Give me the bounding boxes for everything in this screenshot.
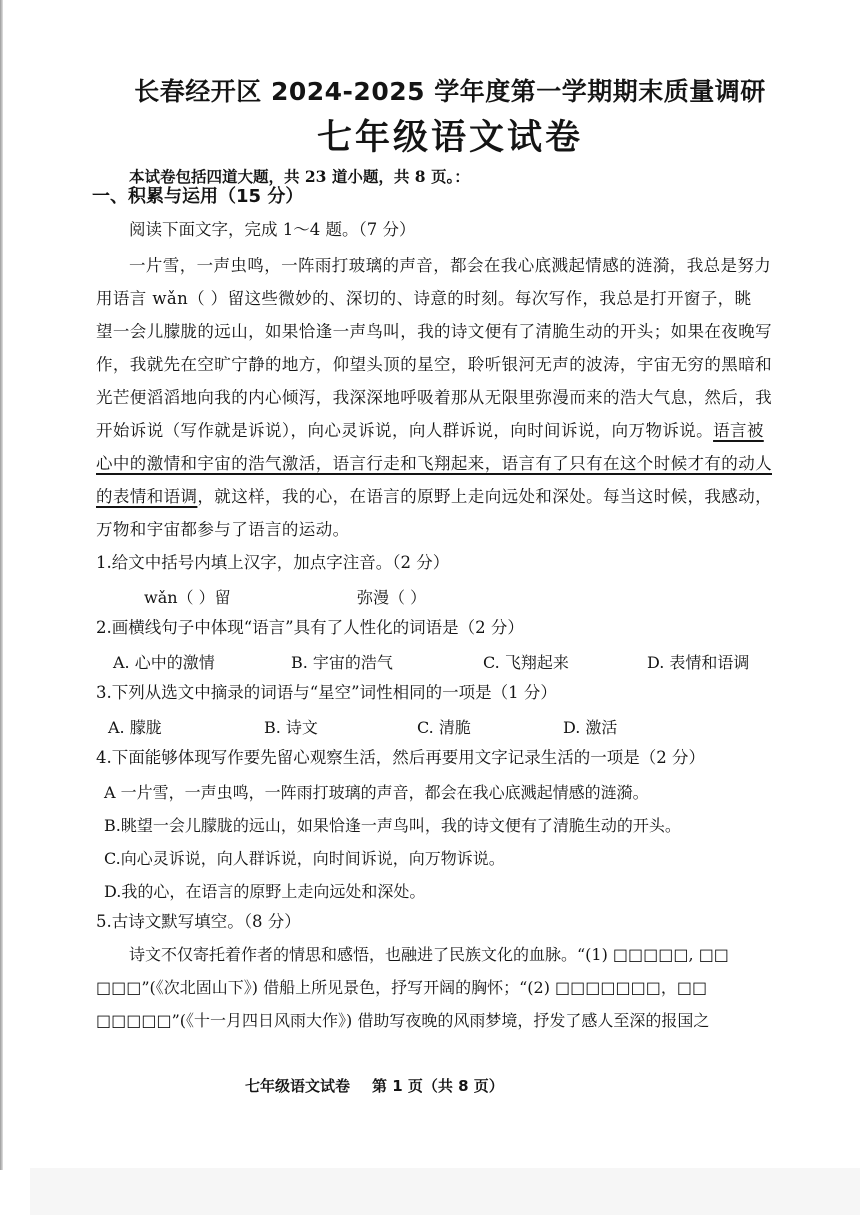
passage-text: ，就这样，我的心，在语言的原野上走向远处和深处。每当这时候，我感动， [197, 487, 773, 506]
question-3-option-b: B. 诗文 [264, 718, 318, 737]
question-1-part-b: 弥漫（ ） [357, 588, 427, 607]
question-5-line: □□□”(《次北固山下》) 借船上所见景色，抒写开阔的胸怀；“(2) □□□□□□□，□□ [96, 978, 708, 997]
section-instruction: 阅读下面文字，完成 1～4 题。（7 分） [129, 220, 416, 239]
passage-line: 光芒便滔滔地向我的内心倾泻，我深深地呼吸着那从无限里弥漫而来的浩大气息，然后，我 [96, 388, 772, 407]
passage-line: 用语言 wǎn（ ）留这些微妙的、深切的、诗意的时刻。每次写作，我总是打开窗子，眺 [96, 289, 752, 308]
question-4-option-a: A 一片雪，一声虫鸣，一阵雨打玻璃的声音，都会在我心底溅起情感的涟漪。 [104, 783, 649, 802]
question-4-stem: 4.下面能够体现写作要先留心观察生活，然后再要用文字记录生活的一项是（2 分） [96, 748, 705, 767]
question-5-stem: 5.古诗文默写填空。（8 分） [96, 912, 301, 931]
question-2-option-d: D. 表情和语调 [647, 653, 750, 672]
question-2-stem: 2.画横线句子中体现“语言”具有了人性化的词语是（2 分） [96, 618, 524, 637]
question-3-stem: 3.下列从选文中摘录的词语与“星空”词性相同的一项是（1 分） [96, 683, 557, 702]
passage-line: 望一会儿朦胧的远山，如果恰逢一声鸟叫，我的诗文便有了清脆生动的开头；如果在夜晚写 [96, 322, 772, 341]
question-1-stem: 1.给文中括号内填上汉字，加点字注音。（2 分） [96, 553, 450, 572]
passage-line [96, 420, 764, 442]
passage-text: 开始诉说（写作就是诉说），向心灵诉说，向人群诉说，向时间诉说，向万物诉说。 [96, 421, 714, 440]
question-1-part-a: wǎn（ ）留 [144, 588, 231, 607]
question-3-option-d: D. 激活 [563, 718, 618, 737]
underlined-sentence: 心中的激情和宇宙的浩气激活，语言行走和飞翔起来，语言有了只有在这个时候才有的动人 [96, 454, 772, 473]
question-2-option-b: B. 宇宙的浩气 [291, 653, 393, 672]
page-bottom-band [30, 1168, 860, 1215]
section-heading: 一、积累与运用（15 分） [92, 186, 304, 207]
question-4-option-d: D.我的心，在语言的原野上走向远处和深处。 [104, 882, 426, 901]
exam-intro: 本试卷包括四道大题，共 23 道小题，共 8 页。： [129, 167, 470, 186]
question-4-option-b: B.眺望一会儿朦胧的远山，如果恰逢一声鸟叫，我的诗文便有了清脆生动的开头。 [104, 816, 681, 835]
question-5-line: 诗文不仅寄托着作者的情思和感悟，也融进了民族文化的血脉。“(1) □□□□□, □□ [129, 945, 729, 964]
question-3-option-a: A. 朦胧 [108, 718, 162, 737]
page-footer [245, 1075, 504, 1096]
footer-page-number: 第 1 页（共 8 页） [372, 1077, 504, 1095]
exam-subtitle: 七年级语文试卷 [316, 118, 583, 158]
question-2-option-c: C. 飞翔起来 [483, 653, 569, 672]
passage-line: 一片雪，一声虫鸣，一阵雨打玻璃的声音，都会在我心底溅起情感的涟漪，我总是努力 [129, 256, 772, 275]
passage-line: 万物和宇宙都参与了语言的运动。 [96, 520, 350, 539]
exam-title: 长春经开区 2024-2025 学年度第一学期期末质量调研 [134, 77, 766, 106]
passage-line: 作，我就先在空旷宁静的地方，仰望头顶的星空，聆听银河无声的波涛，宇宙无穷的黑暗和 [96, 355, 772, 374]
question-5-line: □□□□□”(《十一月四日风雨大作》) 借助写夜晚的风雨梦境，抒发了感人至深的报国之 [96, 1011, 710, 1030]
underlined-sentence: 的表情和语调 [96, 487, 198, 506]
passage-line [96, 486, 772, 508]
question-4-option-c: C.向心灵诉说，向人群诉说，向时间诉说，向万物诉说。 [104, 849, 505, 868]
footer-exam-name: 七年级语文试卷 [245, 1077, 351, 1095]
question-2-option-a: A. 心中的激情 [113, 653, 215, 672]
underlined-sentence: 语言被 [713, 421, 764, 440]
question-3-option-c: C. 清脆 [417, 718, 471, 737]
